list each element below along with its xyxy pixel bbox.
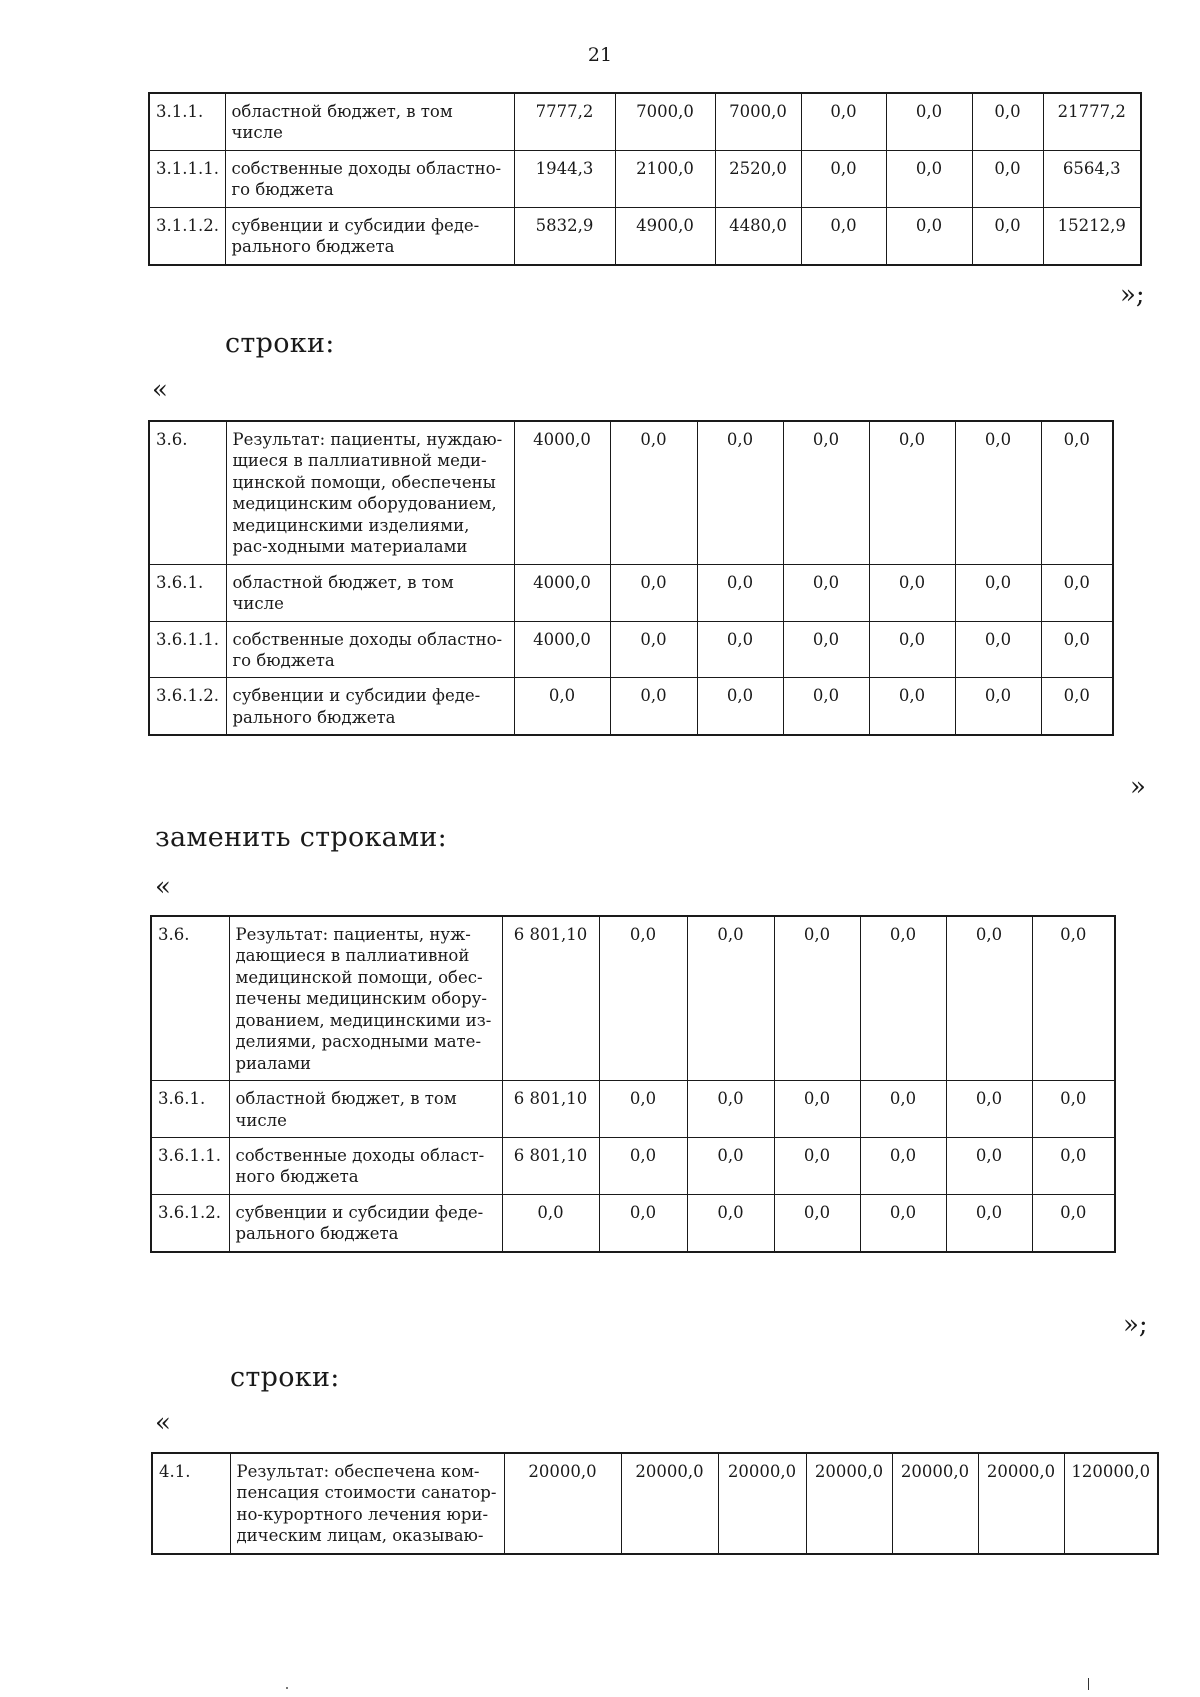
value-cell: 0,0 [801, 93, 886, 150]
value-cell: 0,0 [886, 150, 972, 207]
opening-quote: « [155, 872, 171, 902]
closing-quote: »; [1123, 1310, 1148, 1340]
table-row [149, 564, 1113, 621]
value-cell: 0,0 [774, 916, 860, 1081]
closing-quote: » [1130, 772, 1146, 802]
page-number: 21 [587, 44, 613, 66]
table-row [149, 93, 1141, 150]
value-cell: 21777,2 [1043, 93, 1141, 150]
value-cell: 0,0 [946, 1194, 1032, 1251]
value-cell: 0,0 [783, 621, 869, 678]
value-cell: 0,0 [946, 1081, 1032, 1138]
value-cell: 1944,3 [514, 150, 615, 207]
value-cell: 4000,0 [514, 621, 610, 678]
section-label: строки: [225, 328, 335, 359]
value-cell: 4000,0 [514, 421, 610, 564]
value-cell: 20000,0 [806, 1453, 892, 1554]
value-cell: 0,0 [1032, 1194, 1115, 1251]
row-code: 3.6.1. [149, 564, 226, 621]
table-row [151, 1081, 1115, 1138]
row-code: 4.1. [152, 1453, 230, 1554]
value-cell: 0,0 [687, 1194, 774, 1251]
value-cell: 0,0 [955, 421, 1041, 564]
scan-speck [1088, 1678, 1089, 1690]
row-name: собственные доходы област-ного бюджета [229, 1137, 502, 1194]
value-cell: 0,0 [783, 678, 869, 735]
table-row [152, 1453, 1158, 1554]
value-cell: 0,0 [955, 621, 1041, 678]
row-name: областной бюджет, в том числе [229, 1081, 502, 1138]
value-cell: 20000,0 [892, 1453, 978, 1554]
value-cell: 0,0 [860, 1081, 946, 1138]
value-cell: 0,0 [801, 150, 886, 207]
value-cell: 7000,0 [715, 93, 801, 150]
value-cell: 0,0 [610, 564, 697, 621]
row-name: субвенции и субсидии феде-рального бюджета [229, 1194, 502, 1251]
value-cell: 20000,0 [978, 1453, 1064, 1554]
value-cell: 0,0 [886, 207, 972, 264]
section-label: строки: [230, 1362, 340, 1393]
closing-quote: »; [1120, 280, 1145, 310]
value-cell: 0,0 [1032, 1137, 1115, 1194]
table-row [149, 207, 1141, 264]
value-cell: 0,0 [610, 678, 697, 735]
value-cell: 0,0 [886, 93, 972, 150]
row-name: субвенции и субсидии феде-рального бюджета [226, 678, 514, 735]
value-cell: 0,0 [502, 1194, 599, 1251]
row-code: 3.6.1.2. [149, 678, 226, 735]
row-code: 3.6. [149, 421, 226, 564]
row-code: 3.6.1.2. [151, 1194, 229, 1251]
value-cell: 0,0 [946, 916, 1032, 1081]
value-cell: 6564,3 [1043, 150, 1141, 207]
value-cell: 0,0 [610, 621, 697, 678]
value-cell: 0,0 [783, 421, 869, 564]
value-cell: 0,0 [869, 621, 955, 678]
row-code: 3.1.1. [149, 93, 225, 150]
row-code: 3.6.1.1. [149, 621, 226, 678]
value-cell: 0,0 [1032, 1081, 1115, 1138]
row-name: Результат: пациенты, нуждаю-щиеся в паллиативной меди-цинской помощи, обеспечены медицинским оборудованием, медицинскими изделиями, рас-ходными материалами [226, 421, 514, 564]
table-row [149, 421, 1113, 564]
value-cell: 15212,9 [1043, 207, 1141, 264]
row-code: 3.6.1.1. [151, 1137, 229, 1194]
section-label: заменить строками: [155, 822, 448, 853]
value-cell: 20000,0 [504, 1453, 621, 1554]
value-cell: 0,0 [783, 564, 869, 621]
value-cell: 0,0 [801, 207, 886, 264]
budget-table-4-1 [151, 1452, 1159, 1555]
value-cell: 20000,0 [621, 1453, 718, 1554]
value-cell: 2520,0 [715, 150, 801, 207]
table-row [149, 150, 1141, 207]
table-row [149, 678, 1113, 735]
row-code: 3.1.1.2. [149, 207, 225, 264]
value-cell: 0,0 [599, 916, 687, 1081]
value-cell: 0,0 [869, 421, 955, 564]
value-cell: 0,0 [697, 621, 783, 678]
value-cell: 0,0 [860, 1137, 946, 1194]
value-cell: 4000,0 [514, 564, 610, 621]
value-cell: 0,0 [955, 564, 1041, 621]
value-cell: 6 801,10 [502, 1081, 599, 1138]
row-name: областной бюджет, в том числе [225, 93, 514, 150]
opening-quote: « [152, 375, 168, 405]
value-cell: 0,0 [1041, 621, 1113, 678]
value-cell: 0,0 [972, 93, 1043, 150]
value-cell: 0,0 [860, 916, 946, 1081]
value-cell: 0,0 [687, 1081, 774, 1138]
value-cell: 0,0 [774, 1194, 860, 1251]
value-cell: 4480,0 [715, 207, 801, 264]
value-cell: 120000,0 [1064, 1453, 1158, 1554]
row-name: Результат: пациенты, нуж-дающиеся в паллиативной медицинской помощи, обес-печены медицинским обору-дованием, медицинскими из-делиями, расходными мате-риалами [229, 916, 502, 1081]
scan-speck [286, 1687, 288, 1689]
value-cell: 4900,0 [615, 207, 715, 264]
value-cell: 0,0 [599, 1137, 687, 1194]
value-cell: 0,0 [774, 1137, 860, 1194]
value-cell: 0,0 [869, 678, 955, 735]
value-cell: 0,0 [697, 678, 783, 735]
value-cell: 20000,0 [718, 1453, 806, 1554]
table-row [151, 916, 1115, 1081]
budget-table-3-6-new [150, 915, 1116, 1253]
value-cell: 0,0 [860, 1194, 946, 1251]
value-cell: 0,0 [599, 1194, 687, 1251]
table-row [151, 1137, 1115, 1194]
row-code: 3.1.1.1. [149, 150, 225, 207]
row-name: собственные доходы областно-го бюджета [226, 621, 514, 678]
value-cell: 0,0 [1041, 678, 1113, 735]
value-cell: 6 801,10 [502, 1137, 599, 1194]
value-cell: 0,0 [687, 1137, 774, 1194]
budget-table-3-1-1 [148, 92, 1142, 266]
row-name: областной бюджет, в том числе [226, 564, 514, 621]
value-cell: 5832,9 [514, 207, 615, 264]
row-name: собственные доходы областно-го бюджета [225, 150, 514, 207]
value-cell: 6 801,10 [502, 916, 599, 1081]
table-row [149, 621, 1113, 678]
value-cell: 0,0 [774, 1081, 860, 1138]
value-cell: 0,0 [610, 421, 697, 564]
row-name: Результат: обеспечена ком-пенсация стоимости санатор-но-курортного лечения юри-дическим лицам, оказываю- [230, 1453, 504, 1554]
opening-quote: « [155, 1408, 171, 1438]
row-name: субвенции и субсидии феде-рального бюджета [225, 207, 514, 264]
value-cell: 0,0 [514, 678, 610, 735]
value-cell: 2100,0 [615, 150, 715, 207]
value-cell: 7000,0 [615, 93, 715, 150]
value-cell: 0,0 [599, 1081, 687, 1138]
budget-table-3-6-old [148, 420, 1114, 736]
value-cell: 0,0 [946, 1137, 1032, 1194]
value-cell: 0,0 [1041, 421, 1113, 564]
value-cell: 0,0 [697, 564, 783, 621]
value-cell: 0,0 [869, 564, 955, 621]
value-cell: 0,0 [972, 150, 1043, 207]
value-cell: 0,0 [972, 207, 1043, 264]
value-cell: 0,0 [1032, 916, 1115, 1081]
value-cell: 0,0 [687, 916, 774, 1081]
value-cell: 0,0 [955, 678, 1041, 735]
row-code: 3.6.1. [151, 1081, 229, 1138]
row-code: 3.6. [151, 916, 229, 1081]
value-cell: 0,0 [1041, 564, 1113, 621]
table-row [151, 1194, 1115, 1251]
value-cell: 7777,2 [514, 93, 615, 150]
value-cell: 0,0 [697, 421, 783, 564]
